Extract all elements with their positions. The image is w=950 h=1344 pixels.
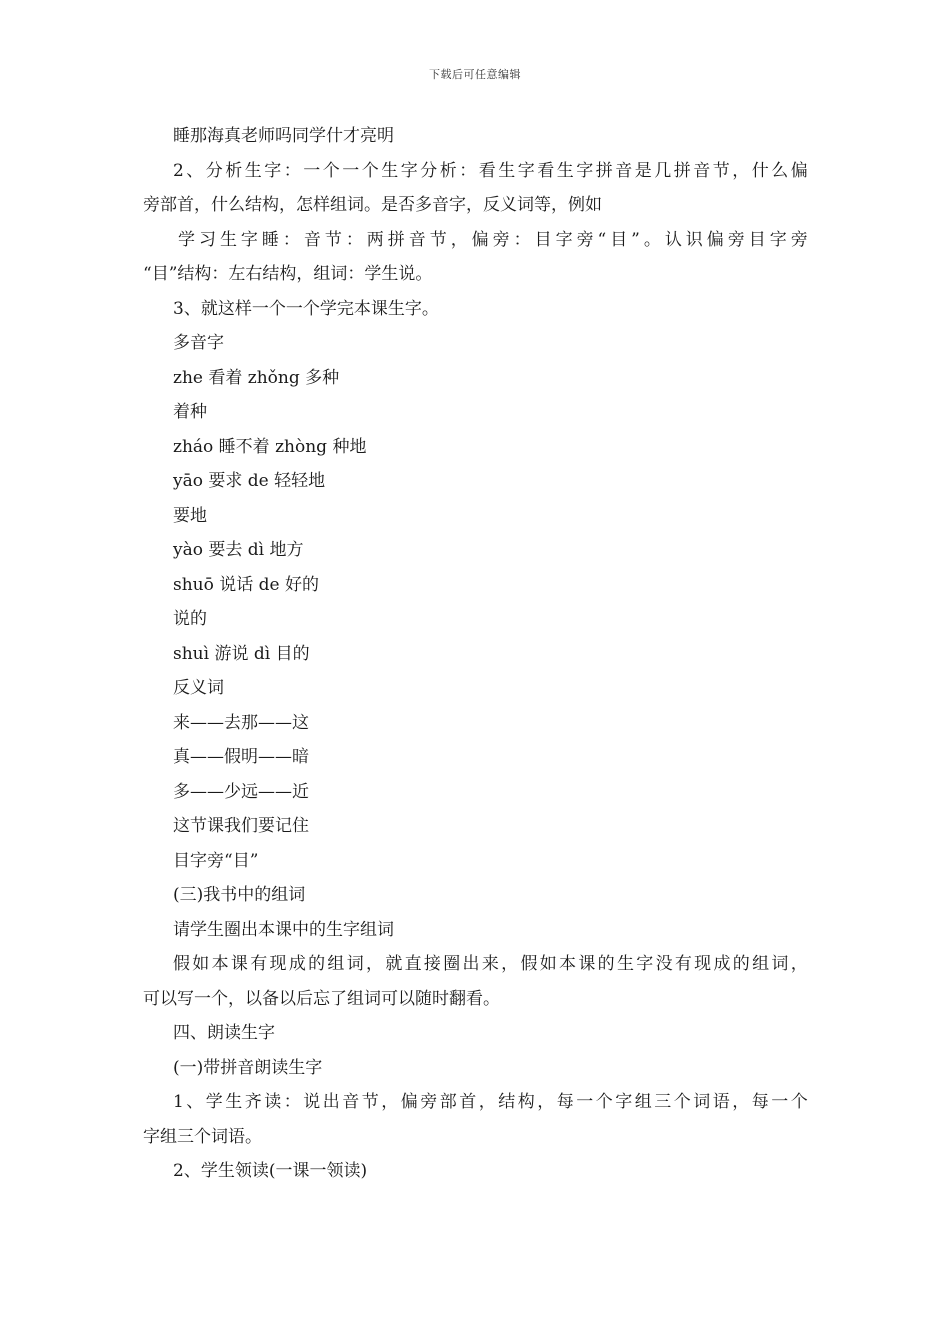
paragraph-line: yāo 要求 de 轻轻地 [173,471,326,491]
paragraph-line: 可以写一个，以备以后忘了组词可以随时翻看。 [143,988,500,1009]
paragraph-line: 1、学生齐读：说出音节，偏旁部首，结构，每一个字组三个词语，每一个 [173,1092,808,1112]
paragraph-line: 睡那海真老师吗同学什才亮明 [173,126,394,146]
paragraph-line: (三)我书中的组词 [173,885,306,905]
paragraph-line: 请学生圈出本课中的生字组词 [173,919,394,940]
paragraph-line: 2、学生领读(一课一领读) [173,1161,368,1181]
paragraph-line: 旁部首，什么结构，怎样组词。是否多音字，反义词等，例如 [143,195,602,215]
paragraph-line: shuō 说话 de 好的 [173,574,320,595]
paragraph-line: 字组三个词语。 [143,1126,262,1147]
paragraph-line: 要地 [173,505,207,526]
paragraph-line: 学习生字睡：音节：两拼音节，偏旁：目字旁“目”。认识偏旁目字旁 [178,229,808,250]
page-header: 下载后可任意编辑 [429,68,521,81]
paragraph-line: 2、分析生字：一个一个生字分析：看生字看生字拼音是几拼音节，什么偏 [173,160,808,181]
paragraph-line: 反义词 [173,678,224,698]
paragraph-line: 来——去那——这 [173,712,309,733]
paragraph-line: 着种 [173,402,207,422]
paragraph-line: “目”结构：左右结构，组词：学生说。 [143,264,433,284]
paragraph-line: 假如本课有现成的组词，就直接圈出来，假如本课的生字没有现成的组词， [173,954,808,974]
paragraph-line: zháo 睡不着 zhòng 种地 [173,436,367,457]
paragraph-line: (一)带拼音朗读生字 [173,1057,323,1078]
paragraph-line: 这节课我们要记住 [173,816,309,836]
paragraph-line: 多音字 [173,333,224,353]
paragraph-line: 3、就这样一个一个学完本课生字。 [173,298,439,319]
paragraph-line: 目字旁“目” [173,850,259,871]
paragraph-line: 四、朗读生字 [173,1023,275,1043]
paragraph-line: yào 要去 dì 地方 [173,540,304,560]
paragraph-line: zhe 看着 zhǒng 多种 [173,367,340,388]
paragraph-line: 多——少远——近 [173,781,309,802]
paragraph-line: shuì 游说 dì 目的 [173,643,310,664]
paragraph-line: 说的 [173,609,207,629]
document-body [143,119,808,1189]
paragraph-line: 真——假明——暗 [173,747,309,767]
